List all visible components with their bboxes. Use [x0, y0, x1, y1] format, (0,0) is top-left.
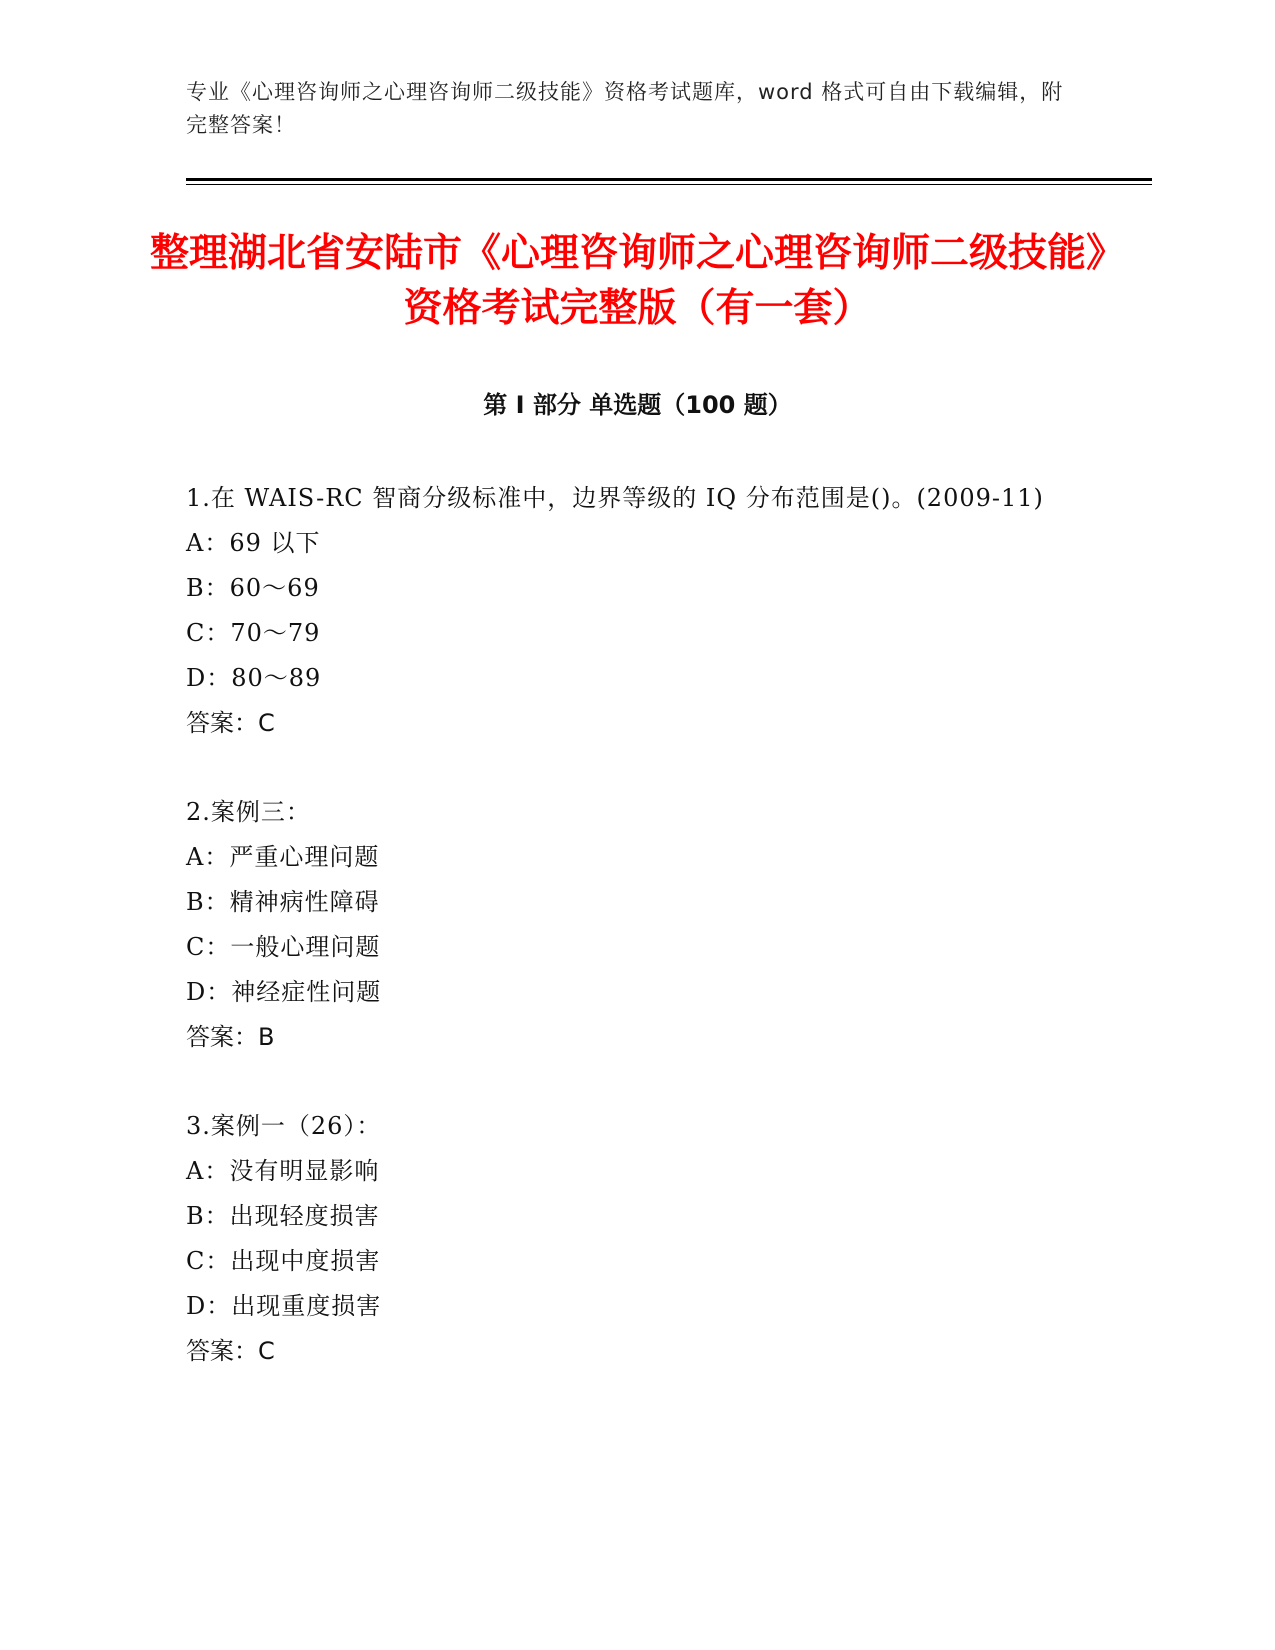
- section-heading: 第 I 部分 单选题（100 题）: [483, 391, 792, 419]
- option-b: B：60～69: [186, 574, 320, 602]
- question-3: [186, 1104, 1086, 1374]
- question-stem: 2.案例三：: [186, 798, 311, 826]
- answer: 答案：C: [186, 709, 275, 737]
- option-d: D：神经症性问题: [186, 978, 382, 1006]
- question-stem: 3.案例一（26）：: [186, 1112, 382, 1140]
- option-c: C：出现中度损害: [186, 1247, 381, 1275]
- option-a: A：69 以下: [186, 529, 321, 557]
- answer: 答案：C: [186, 1337, 275, 1365]
- question-list: [186, 476, 1086, 1418]
- option-c: C：一般心理问题: [186, 933, 381, 961]
- header-divider-thin: [186, 184, 1152, 185]
- question-2: [186, 790, 1086, 1060]
- option-d: D：80～89: [186, 664, 322, 692]
- header-note: 专业《心理咨询师之心理咨询师二级技能》资格考试题库，word 格式可自由下载编辑，附完整答案！: [186, 80, 1064, 137]
- option-a: A：严重心理问题: [186, 843, 380, 871]
- option-b: B：精神病性障碍: [186, 888, 380, 916]
- option-a: A：没有明显影响: [186, 1157, 380, 1185]
- answer: 答案：B: [186, 1023, 275, 1051]
- option-b: B：出现轻度损害: [186, 1202, 380, 1230]
- document-title: 整理湖北省安陆市《心理咨询师之心理咨询师二级技能》资格考试完整版（有一套）: [150, 231, 1126, 331]
- question-1: [186, 476, 1086, 746]
- header-divider-thick: [186, 178, 1152, 181]
- option-d: D：出现重度损害: [186, 1292, 382, 1320]
- option-c: C：70～79: [186, 619, 321, 647]
- question-stem: 1.在 WAIS-RC 智商分级标准中，边界等级的 IQ 分布范围是()。(2009-11): [186, 484, 1044, 512]
